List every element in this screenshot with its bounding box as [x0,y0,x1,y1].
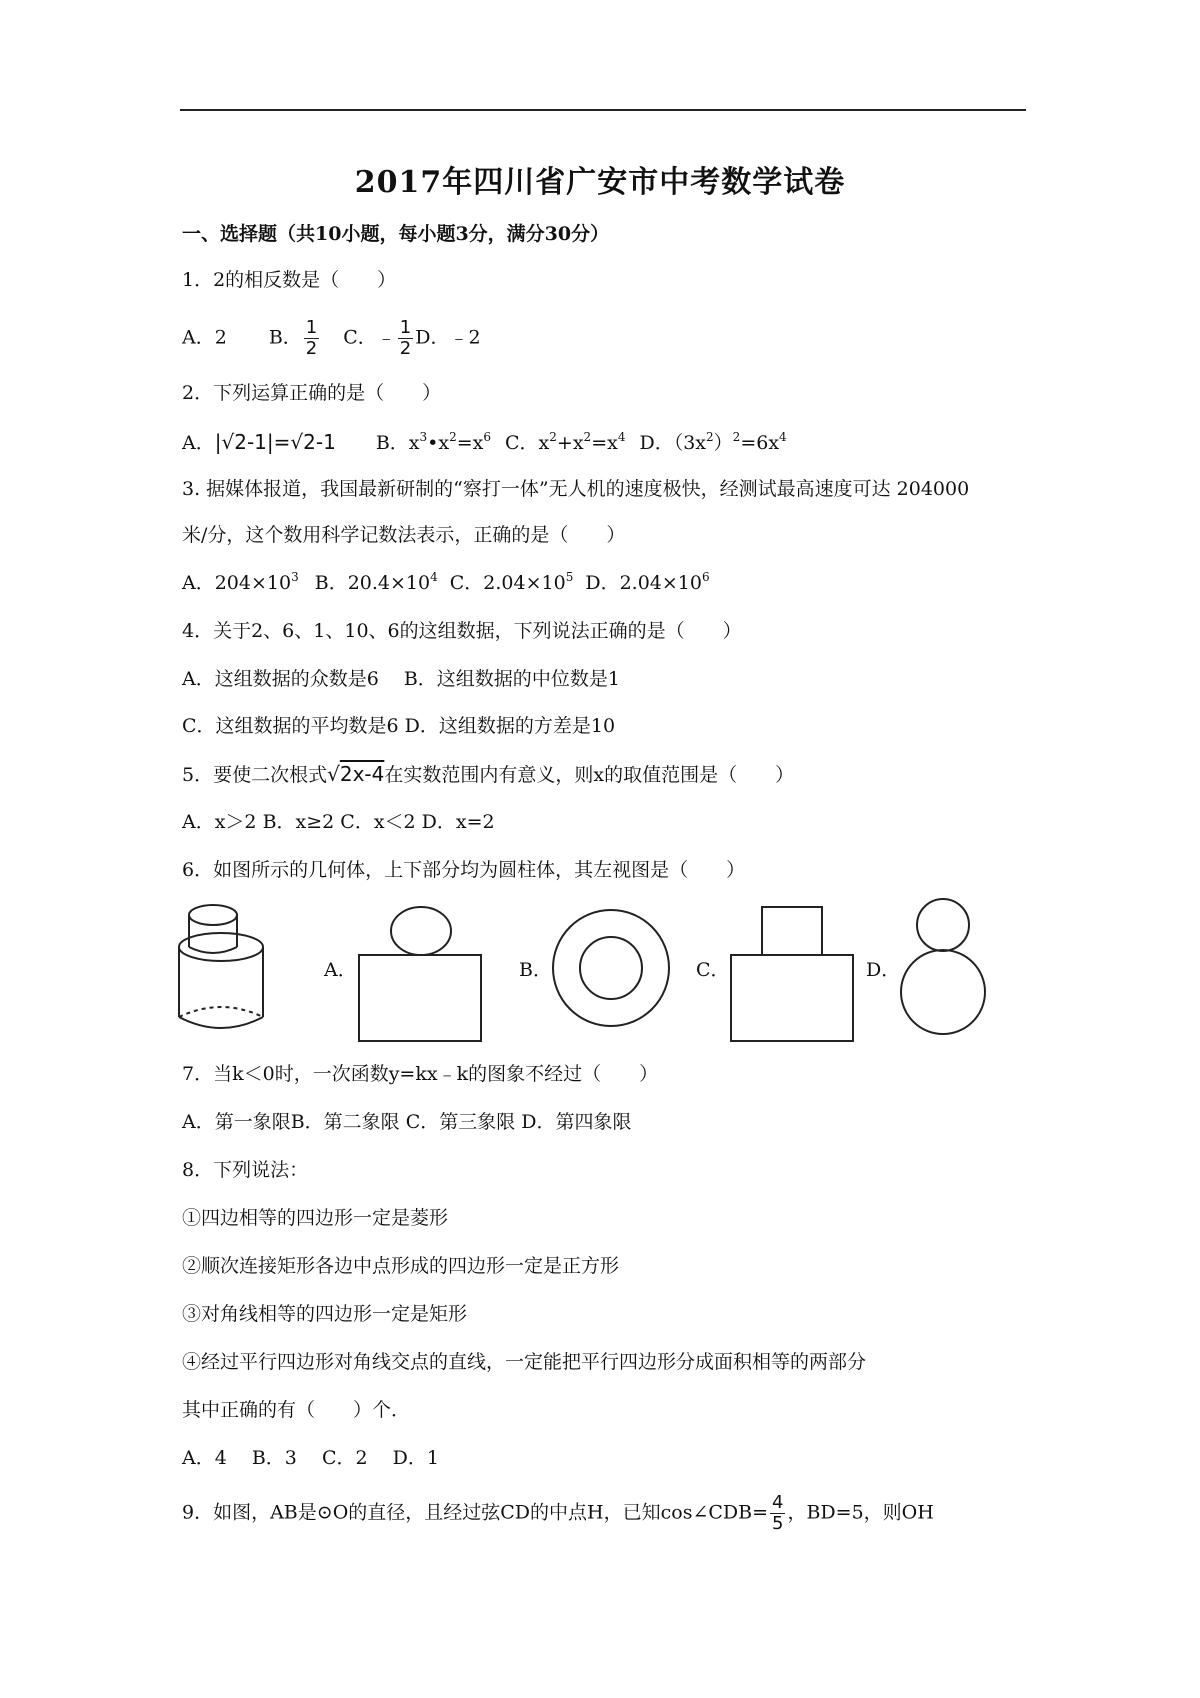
question-7-stem: 7．当k＜0时，一次函数y=kx﹣k的图象不经过（ ） [182,1063,659,1085]
q9-stem-start: 9．如图，AB是⊙O的直径，且经过弦CD的中点H，已知cos∠CDB= [182,1501,769,1524]
exponent: 2 [706,430,714,444]
exponent: 2 [732,430,741,444]
question-4-options-ab: A．这组数据的众数是6 B．这组数据的中位数是1 [182,668,620,690]
q3-option-a: A．204×10 [182,572,292,594]
cylinder-solid-figure [179,905,263,1028]
q2-d-mid: ） [713,432,733,454]
exponent: 4 [430,570,438,584]
q5-radicand: 2x-4 [339,762,385,786]
question-3-options [182,570,710,596]
question-6-figures [176,895,1026,1045]
q3-option-c: C．2.04×10 [449,572,566,594]
q2-a-expression-right: √2-1 [290,430,336,454]
question-3-line-2: 米/分，这个数用科学记数法表示，正确的是（ ） [182,524,626,546]
question-8-ask: 其中正确的有（ ）个． [182,1399,411,1421]
q1-option-d: D．﹣2 [415,326,481,349]
exponent: 3 [291,570,299,584]
option-b-label: B． [519,959,552,981]
option-b-figure [553,910,669,1026]
exponent: 3 [419,430,428,444]
fraction-numerator: 4 [772,1492,784,1513]
option-d-label: D． [866,959,901,981]
q1-c-fraction [398,318,413,359]
option-d-figure [901,899,985,1034]
q1-option-c: C．﹣ [343,326,396,349]
q5-radical: √2x-4 [327,762,385,786]
question-8-options: A．4 B．3 C．2 D．1 [182,1447,439,1469]
fraction-denominator: 2 [305,338,318,359]
exponent: 2 [583,430,592,444]
question-8-stem: 8．下列说法： [182,1159,309,1181]
fraction-denominator: 5 [772,1513,784,1534]
q5-stem-start: 5．要使二次根式 [182,764,328,786]
option-c-label: C． [696,959,730,981]
exponent: 4 [779,430,787,444]
question-2-stem: 2．下列运算正确的是（ ） [182,382,442,404]
q2-b-end: =x [456,432,484,454]
q2-option-c: C．x [505,432,550,454]
q2-d-end: =6x [740,432,780,454]
option-c-figure [731,907,853,1041]
q2-option-b: B．x [375,432,420,454]
question-6-stem: 6．如图所示的几何体，上下部分均为圆柱体，其左视图是（ ） [182,859,746,881]
fraction-numerator: 1 [305,317,318,338]
question-8-statement-1: ①四边相等的四边形一定是菱形 [182,1207,449,1229]
exponent: 2 [549,430,557,444]
question-8-statement-3: ③对角线相等的四边形一定是矩形 [182,1303,468,1325]
page-title: 2017年四川省广安市中考数学试卷 [354,165,846,200]
q9-fraction [770,1493,785,1534]
q1-option-a: A．2 [182,326,227,349]
q5-stem-end: 在实数范围内有意义，则x的取值范围是（ ） [384,764,795,786]
q2-c-end: =x [591,432,618,454]
q3-option-b: B．20.4×10 [314,572,431,594]
q2-b-mid: •x [427,432,450,454]
section-heading: 一、选择题（共10小题，每小题3分，满分30分） [182,223,610,245]
option-a-label: A． [324,959,357,981]
q3-option-d: D．2.04×10 [585,572,702,594]
question-4-stem: 4．关于2、6、1、10、6的这组数据，下列说法正确的是（ ） [182,620,742,642]
question-1-stem: 1．2的相反数是（ ） [182,269,397,291]
question-8-statement-4: ④经过平行四边形对角线交点的直线，一定能把平行四边形分成面积相等的两部分 [182,1351,867,1373]
question-8-statement-2: ②顺次连接矩形各边中点形成的四边形一定是正方形 [182,1255,620,1277]
question-5-stem [182,761,794,788]
q2-option-a: A． [182,432,215,454]
q2-a-expression-left: |√2-1|= [214,430,291,454]
question-7-options: A．第一象限B．第二象限 C．第三象限 D．第四象限 [182,1111,632,1133]
q1-b-fraction [304,318,319,359]
exponent: 6 [483,430,491,444]
exponent: 2 [449,430,457,444]
question-3-line-1: 3. 据媒体报道，我国最新研制的“察打一体”无人机的速度极快，经测试最高速度可达 204000 [182,478,970,500]
question-9-stem [182,1493,934,1534]
question-4-options-cd: C．这组数据的平均数是6 D．这组数据的方差是10 [182,715,616,737]
header-rule [180,109,1026,111]
exponent: 6 [701,570,710,584]
fraction-denominator: 2 [399,338,412,359]
q2-option-d: D．（3x [639,432,707,454]
question-1-options [182,318,481,359]
q1-option-b: B． [268,326,302,349]
question-5-options: A．x＞2 B．x≥2 C．x＜2 D．x=2 [182,811,495,833]
fraction-numerator: 1 [399,317,412,338]
exponent: 5 [565,570,574,584]
option-a-figure [359,907,481,1041]
exponent: 4 [617,430,626,444]
question-2-options [182,429,787,456]
q9-stem-end: ，BD=5，则OH [787,1501,934,1524]
q2-c-mid: +x [556,432,584,454]
